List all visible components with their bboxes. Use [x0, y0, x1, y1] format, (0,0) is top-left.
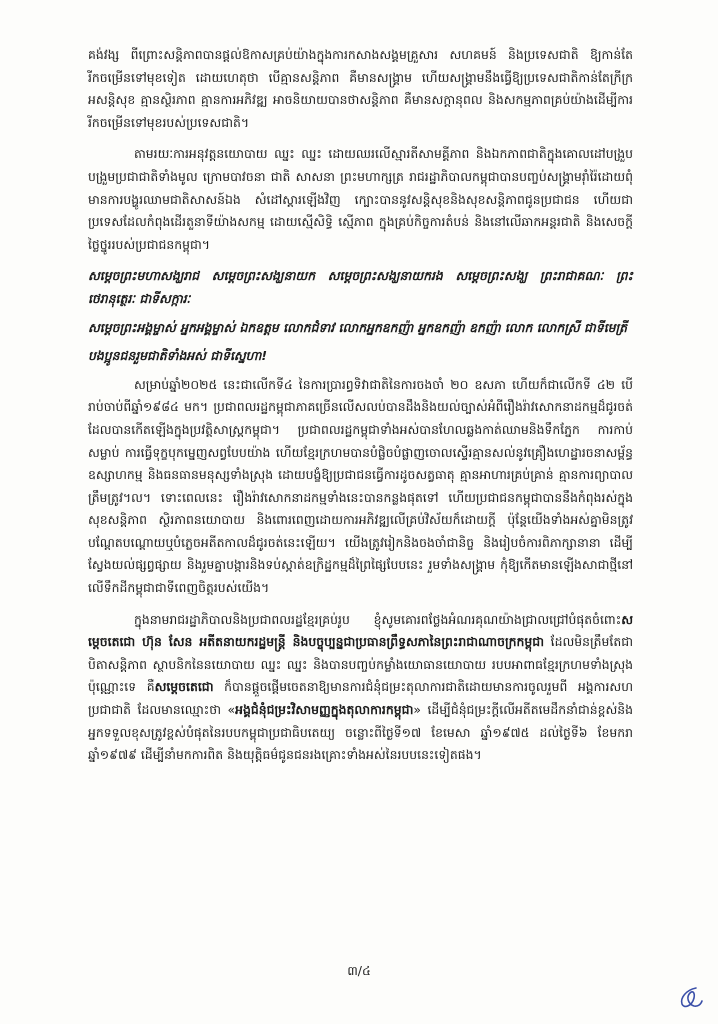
- paragraph-4-honoree-short: សម្តេចតេជោ: [154, 679, 214, 695]
- salutation-dignitaries: សម្តេចព្រះអង្គម្ចាស់ អ្នកអង្គម្ចាស់ ឯកឧត្តម លោកជំទាវ លោកអ្នកឧកញ៉ា អ្នកឧកញ៉ា ឧកញ៉ា លោក លោកស្រី ជាទីមេត្រី: [88, 319, 628, 335]
- paragraph-4-intro: ក្នុងនាមរាជរដ្ឋាភិបាលនិងប្រជាពលរដ្ឋខ្មែរគ្រប់រូប ខ្ញុំសូមគោរពថ្លែងអំណរគុណយ៉ាងជ្រាលជ្រៅបំផុតចំពោះ: [134, 611, 622, 627]
- salutation-monks: សម្តេចព្រះមហាសង្ឃរាជ សម្តេចព្រះសង្ឃនាយក សម្តេចព្រះសង្ឃនាយករង សម្តេចព្រះសង្ឃ ព្រះរាជាគណៈ ព្រះថេរានុត្ថេរៈ ជាទីសក្ការៈ: [88, 268, 633, 306]
- paragraph-4-court-name: អង្គជំនុំជម្រះវិសាមញ្ញក្នុងតុលាការកម្ពុជា: [235, 702, 414, 718]
- paragraph-3: សម្រាប់ឆ្នាំ២០២៥ នេះជាលើកទី៤ នៃការប្រារព្ធទិវាជាតិនៃការចងចាំ ២០ ឧសភា ហើយក៏ជាលើកទី ៤២ បើរាប់ចាប់ពីឆ្នាំ១៩៨៤ មក។ ប្រជាពលរដ្ឋកម្ពុជាភាគច្រើនលើសលប់បានដឹងនិងយល់ច្បាស់អំពីរឿងរ៉ាវសោកនាដកម្មដ៏ជូរចត់ដែលបានកើតឡើងក្នុងប្រវត្តិសាស្ត្រកម្ពុជា។ ប្រជាពលរដ្ឋកម្ពុជាទាំងអស់បានហែលឆ្លងកាត់ឈាមនិងទឹកភ្នែក ការកាប់សម្លាប់ ការធ្វើទុក្ខបុកម្នេញសព្វបែបយ៉ាង ហើយខ្មែរក្រហមបានបំផ្លិចបំផ្លាញចោលស្ទើរគ្មានសល់នូវគ្រឿងហេដ្ឋារចនាសម្ព័ន្ធ ឧស្សាហកម្ម និងធនធានមនុស្សទាំងស្រុង ដោយបង្ខំឱ្យប្រជាជនធ្វើការដូចសត្វធាតុ គ្មានអាហារគ្រប់គ្រាន់ គ្មានការព្យាបាលត្រឹមត្រូវ។ល។ ទោះពេលនេះ រឿងរ៉ាវសោកនាដកម្មទាំងនេះបានកន្លងផុតទៅ ហើយប្រជាជនកម្ពុជាបាននឹងកំពុងរស់ក្នុងសុខសន្តិភាព ស្ថិរភាពនយោបាយ និងពោរពេញដោយការអភិវឌ្ឍលើគ្រប់វិស័យក៏ដោយក្តី ប៉ុន្តែយើងទាំងអស់គ្នាមិនត្រូវបណ្តែតបណ្តោយឬបំភ្លេចអតីតកាលដ៏ជូរចត់នេះឡើយ។ យើងត្រូវរៀកនិងចងចាំជានិច្ច និងរៀបចំការពិភាក្សានានា ដើម្បីស្វែងយល់ផ្សព្វផ្សាយ និងរួមគ្នាបង្ការនិងទប់ស្កាត់ឧក្រិដ្ឋកម្មដ៏ព្រៃផ្សៃបែបនេះ រួមទាំងសង្គ្រាម កុំឱ្យកើតមានឡើងសាជាថ្មីនៅលើទឹកដីកម្ពុជាជាទីពេញចិត្តរបស់យើង។: [88, 376, 633, 596]
- page-number: ៣/៤: [347, 963, 371, 978]
- initial-signature-icon: [672, 984, 706, 1012]
- document-body: [88, 44, 633, 776]
- paragraph-4-honoree: សម្តេចតេជោ ហ៊ុន សែន អតីតនាយករដ្ឋមន្ត្រី និងបច្ចុប្បន្នជាប្រធានព្រឹទ្ធសភានៃព្រះរាជាណាចក្រកម្ពុជា: [88, 611, 633, 650]
- salutation-compatriots: បងប្អូនជនរួមជាតិទាំងអស់ ជាទីស្នេហា!: [88, 348, 268, 364]
- paragraph-4-end: » ដើម្បីជំនុំជម្រះក្តីលើអតីតមេដឹកនាំជាន់ខ្ពស់និងអ្នកទទួលខុសត្រូវខ្ពស់បំផុតនៃរបបកម្ពុជាប្រជាធិបតេយ្យ ចន្លោះពីថ្ងៃទី១៧ ខែមេសា ឆ្នាំ១៩៧៥ ដល់ថ្ងៃទី៦ ខែមករា ឆ្នាំ១៩៧៩ ដើម្បីនាំមកការពិត និងយុត្តិធម៌ជូនជនរងគ្រោះទាំងអស់នៃរបបនេះទៀតផង។: [88, 702, 633, 763]
- paragraph-4: [88, 609, 633, 767]
- paragraph-2: តាមរយៈការអនុវត្តនយោបាយ ឈ្នះ ឈ្នះ ដោយឈរលើស្មារតីសាមគ្គីភាព និងឯកភាពជាតិក្នុងគោលដៅបង្រួបបង្រួមប្រជាជាតិទាំងមូល ក្រោមបាវចនា ជាតិ សាសនា ព្រះមហាក្សត្រ រាជរដ្ឋាភិបាលកម្ពុជាបានបញ្ចប់សង្គ្រាមរ៉ាំរ៉ៃដោយពុំមានការបង្ហូរឈាមជាតិសាសន៍ឯង សំដៅស្តារឡើងវិញ ក្បោះបាននូវសន្តិសុខនិងសុខសន្តិភាពជូនប្រជាជន ហើយជាប្រទេសដែលកំពុងដើរតួនាទីយ៉ាងសកម្ម ដោយស្មើសិទ្ធិ ស្មើភាព ក្នុងគ្រប់កិច្ចការតំបន់ និងនៅលើឆាកអន្តរជាតិ និងសេចក្តីថ្លៃថ្នូររបស់ប្រជាជនកម្ពុជា។: [88, 146, 633, 252]
- paragraph-1: គង់វង្ស ពីព្រោះសន្តិភាពបានផ្តល់ឱកាសគ្រប់យ៉ាងក្នុងការកសាងសង្គមគ្រួសារ សហគមន៍ និងប្រទេសជាតិ ឱ្យកាន់តែរីកចម្រើនទៅមុខទៀត ដោយហេតុថា បើគ្មានសន្តិភាព គឺមានសង្គ្រាម ហើយសង្គ្រាមនឹងធ្វើឱ្យប្រទេសជាតិកាន់តែក្រីក្រ អសន្តិសុខ គ្មានស្ថិរភាព គ្មានការអភិវឌ្ឍ អាចនិយាយបានថាសន្តិភាព គឺមានសក្តានុពល និងសកម្មភាពគ្រប់យ៉ាងដើម្បីការរីកចម្រើនទៅមុខរបស់ប្រទេសជាតិ។: [88, 47, 633, 130]
- paragraph-4-body: ដែលមិនត្រឹមតែជាបិតាសន្តិភាព ស្ថាបនិកនៃនយោបាយ ឈ្នះ ឈ្នះ និងបានបញ្ចប់កម្លាំងយោធានយោបាយ របបអាពាធខ្មែរក្រហមទាំងស្រុងប៉ុណ្ណោះទេ គឺ: [88, 634, 633, 695]
- paragraph-4-continued: ក៏បានផ្តួចផ្តើមចេតនាឱ្យមានការជំនុំជម្រះតុលាការជាតិដោយមានការចូលរួមពី អង្គការសហប្រជាជាតិ ដែលមានឈ្មោះថា «: [88, 679, 633, 718]
